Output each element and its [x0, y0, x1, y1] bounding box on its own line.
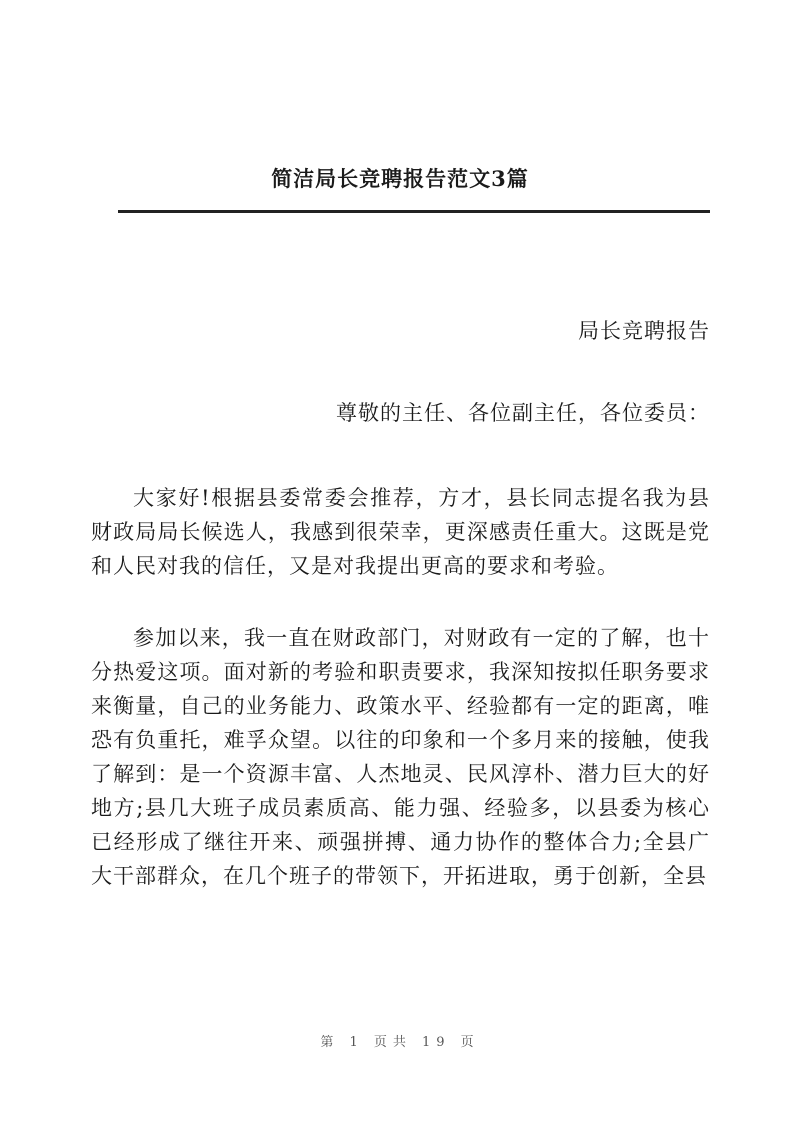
title-divider [118, 210, 710, 213]
paragraph-2: 参加以来，我一直在财政部门，对财政有一定的了解，也十分热爱这项。面对新的考验和职责要求，我深知按拟任职务要求来衡量，自己的业务能力、政策水平、经验都有一定的距离，唯恐有负重托，难孚众望。以往的印象和一个多月来的接触，使我了解到：是一个资源丰富、人杰地灵、民风淳朴、潜力巨大的好地方;县几大班子成员素质高、能力强、经验多，以县委为核心已经形成了继往开来、顽强拼搏、通力协作的整体合力;全县广大干部群众，在几个班子的带领下，开拓进取，勇于创新，全县 [91, 626, 710, 888]
paragraph-1: 大家好!根据县委常委会推荐，方才，县长同志提名我为县财政局局长候选人，我感到很荣幸，更深感责任重大。这既是党和人民对我的信任，又是对我提出更高的要求和考验。 [91, 486, 710, 578]
document-title: 简洁局长竞聘报告范文3篇 [271, 166, 529, 191]
page-footer: 第 1 页共 19 页 [320, 1035, 480, 1050]
report-subtitle: 局长竞聘报告 [578, 319, 710, 343]
salutation: 尊敬的主任、各位副主任，各位委员： [336, 401, 710, 425]
